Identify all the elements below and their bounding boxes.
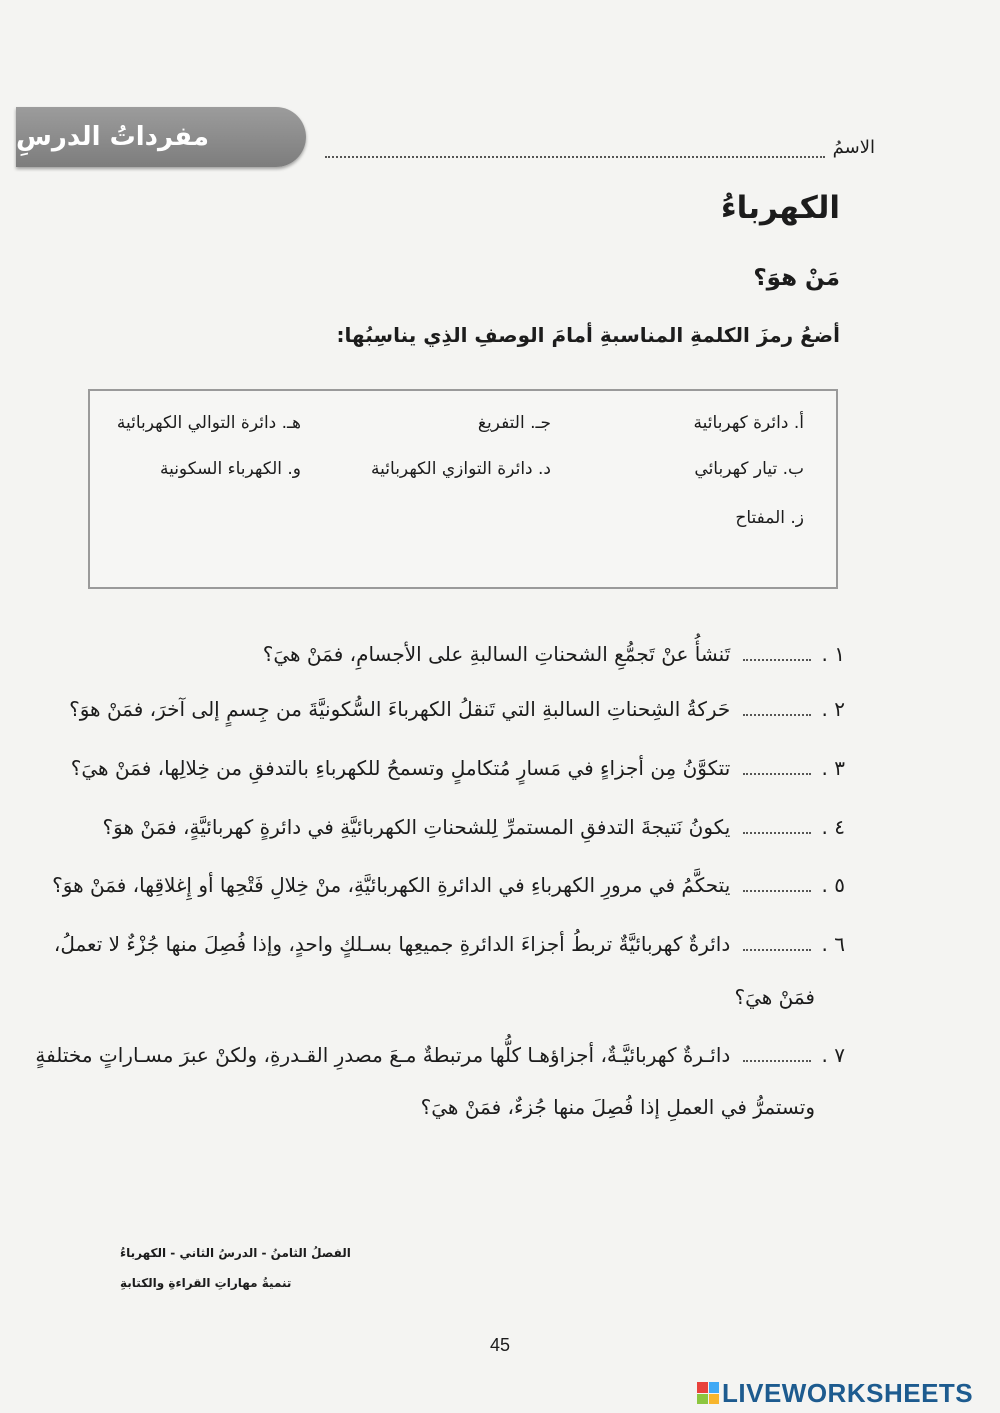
question-number: ٧ . (821, 1043, 845, 1067)
question-number: ٣ . (821, 756, 845, 780)
question-4 (103, 815, 846, 839)
tab-label: مفرداتُ الدرسِ (16, 122, 209, 152)
answer-blank-3[interactable] (743, 759, 811, 775)
liveworksheets-brand (697, 1378, 973, 1408)
page-title: الكهرباءُ (720, 190, 840, 226)
question-7-continuation: وتستمرُّ في العملِ إذا فُصِلَ منها جُزءٌ، فمَنْ هيَ؟ (420, 1095, 815, 1119)
answer-blank-1[interactable] (743, 645, 811, 661)
lesson-vocabulary-tab (16, 107, 306, 167)
footer-skills: تنميةُ مهاراتِ القراءةِ والكتابةِ (120, 1276, 292, 1290)
question-text: دائـرةٌ كهربائيَّـةٌ، أجزاؤهـا كلُّها مرتبطةٌ مـعَ مصدرِ القـدرةِ، ولكنْ عبرَ مسـاراتٍ مختلفةٍ (35, 1043, 731, 1067)
question-text: يكونُ نَتيجةَ التدفقِ المستمرِّ لِلشحناتِ الكهربائيَّةِ في دائرةٍ كهربائيَّةٍ، فمَنْ هوَ؟ (102, 815, 731, 839)
question-text: يتحكَّمُ في مرورِ الكهرباءِ في الدائرةِ الكهربائيَّةِ، منْ خِلالِ فَتْحِها أو إِغلاقِها، فمَنْ هوَ؟ (52, 873, 731, 897)
brand-text: LIVEWORKSHEETS (722, 1377, 974, 1408)
question-text: حَركةُ الشِحناتِ السالبةِ التي تَنقلُ الكهرباءَ السُّكونيَّةَ من جِسمٍ إلى آخرَ، فمَنْ هوَ؟ (69, 697, 731, 721)
question-number: ٢ . (821, 697, 845, 721)
answer-blank-7[interactable] (743, 1046, 811, 1062)
question-text: دائرةٌ كهربائيَّةٌ تربطُ أجزاءَ الدائرةِ جميعِها بسـلكٍ واحدٍ، وإذا فُصِلَ منها جُزْءٌ لا تعملُ، (53, 932, 731, 956)
liveworksheets-logo-icon (697, 1382, 719, 1404)
page-number: 45 (489, 1335, 511, 1355)
question-number: ٤ . (821, 815, 845, 839)
option-a: أ. دائرة كهربائية (693, 413, 804, 433)
name-field-row (325, 128, 875, 158)
question-5 (52, 873, 845, 897)
question-6-continuation: فمَنْ هيَ؟ (734, 985, 815, 1009)
name-label: الاسمُ (832, 137, 875, 158)
question-3 (71, 756, 845, 780)
answer-blank-4[interactable] (743, 818, 811, 834)
question-number: ٥ . (821, 873, 845, 897)
section-subtitle: مَنْ هوَ؟ (753, 265, 840, 291)
option-b: ب. تيار كهربائي (694, 459, 804, 479)
answer-blank-2[interactable] (743, 700, 811, 716)
option-z: ز. المفتاح (735, 508, 804, 528)
name-field[interactable] (325, 144, 825, 158)
question-number: ١ . (821, 642, 845, 666)
question-2 (69, 697, 845, 721)
question-7 (35, 1043, 845, 1067)
answer-blank-6[interactable] (743, 935, 811, 951)
option-h: هـ. دائرة التوالي الكهربائية (116, 413, 301, 433)
question-number: ٦ . (821, 932, 845, 956)
question-text: تَنشأُ عنْ تَجمُّعِ الشحناتِ السالبةِ على الأجسامِ، فمَنْ هيَ؟ (262, 642, 731, 666)
answer-blank-5[interactable] (743, 876, 811, 892)
option-j: جـ. التفريغ (477, 413, 551, 433)
question-text: تتكوَّنُ مِن أجزاءٍ في مَسارٍ مُتكاملٍ وتسمحُ للكهرباءِ بالتدفقِ من خِلالِها، فمَنْ هيَ؟ (70, 756, 731, 780)
option-w: و. الكهرباء السكونية (159, 459, 301, 479)
option-d: د. دائرة التوازي الكهربائية (371, 459, 551, 479)
instruction-text: أضعُ رمزَ الكلمةِ المناسبةِ أمامَ الوصفِ الذِي يناسِبُها: (336, 323, 840, 347)
footer-chapter: الفصلُ الثامنُ - الدرسُ الثاني - الكهرباءُ (120, 1246, 351, 1260)
question-1 (263, 642, 845, 666)
question-6 (54, 932, 845, 956)
word-bank-box (88, 389, 838, 589)
